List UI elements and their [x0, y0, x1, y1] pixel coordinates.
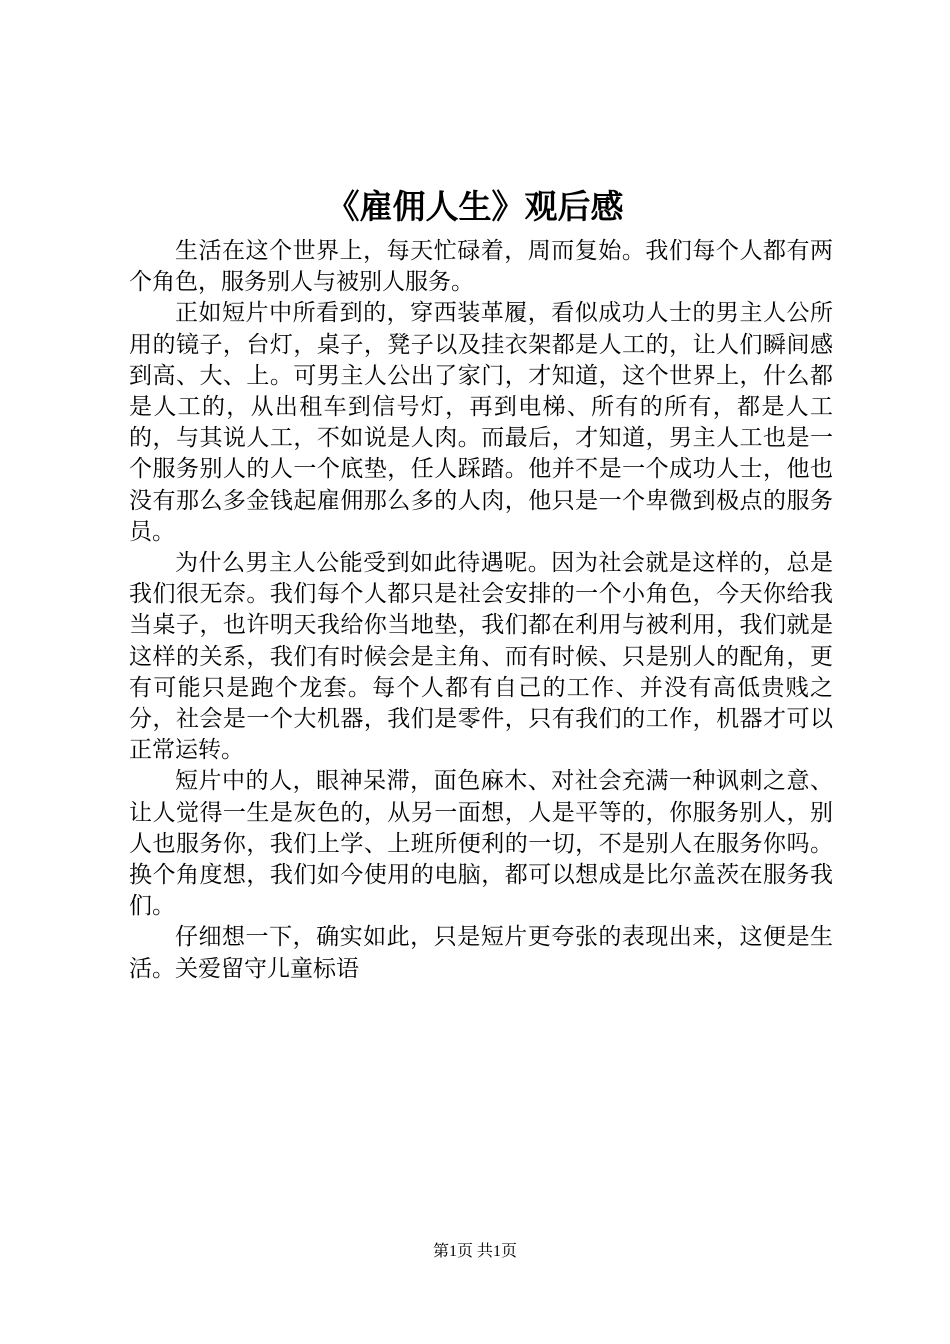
paragraph-3: 为什么男主人公能受到如此待遇呢。因为社会就是这样的，总是我们很无奈。我们每个人都只是社会安排的一个小角色，今天你给我当桌子，也许明天我给你当地垫，我们都在利用与被利用，我们就是这样的关系，我们有时候会是主角、而有时候、只是别人的配角，更有可能只是跑个龙套。每个人都有自己的工作、并没有高低贵贱之分，社会是一个大机器，我们是零件，只有我们的工作，机器才可以正常运转。 — [129, 550, 833, 764]
paragraph-4: 短片中的人，眼神呆滞，面色麻木、对社会充满一种讽刺之意、让人觉得一生是灰色的，从另一面想，人是平等的，你服务别人，别人也服务你，我们上学、上班所便利的一切，不是别人在服务你吗。换个角度想，我们如今使用的电脑，都可以想成是比尔盖茨在服务我们。 — [129, 768, 833, 920]
document-body — [129, 236, 833, 985]
page-footer: 第1页 共1页 — [432, 1243, 517, 1260]
paragraph-5: 仔细想一下，确实如此，只是短片更夸张的表现出来，这便是生活。关爱留守儿童标语 — [129, 924, 833, 982]
paragraph-1: 生活在这个世界上，每天忙碌着，周而复始。我们每个人都有两个角色，服务别人与被别人服务。 — [129, 238, 833, 296]
paragraph-2: 正如短片中所看到的，穿西装革履，看似成功人士的男主人公所用的镜子，台灯，桌子，凳子以及挂衣架都是人工的，让人们瞬间感到高、大、上。可男主人公出了家门，才知道，这个世界上，什么都是人工的，从出租车到信号灯，再到电梯、所有的所有，都是人工的，与其说人工，不如说是人肉。而最后，才知道，男主人工也是一个服务别人的人一个底垫，任人踩踏。他并不是一个成功人士，他也没有那么多金钱起雇佣那么多的人肉，他只是一个卑微到极点的服务员。 — [129, 300, 833, 545]
document-title: 《雇佣人生》观后感 — [326, 187, 624, 226]
